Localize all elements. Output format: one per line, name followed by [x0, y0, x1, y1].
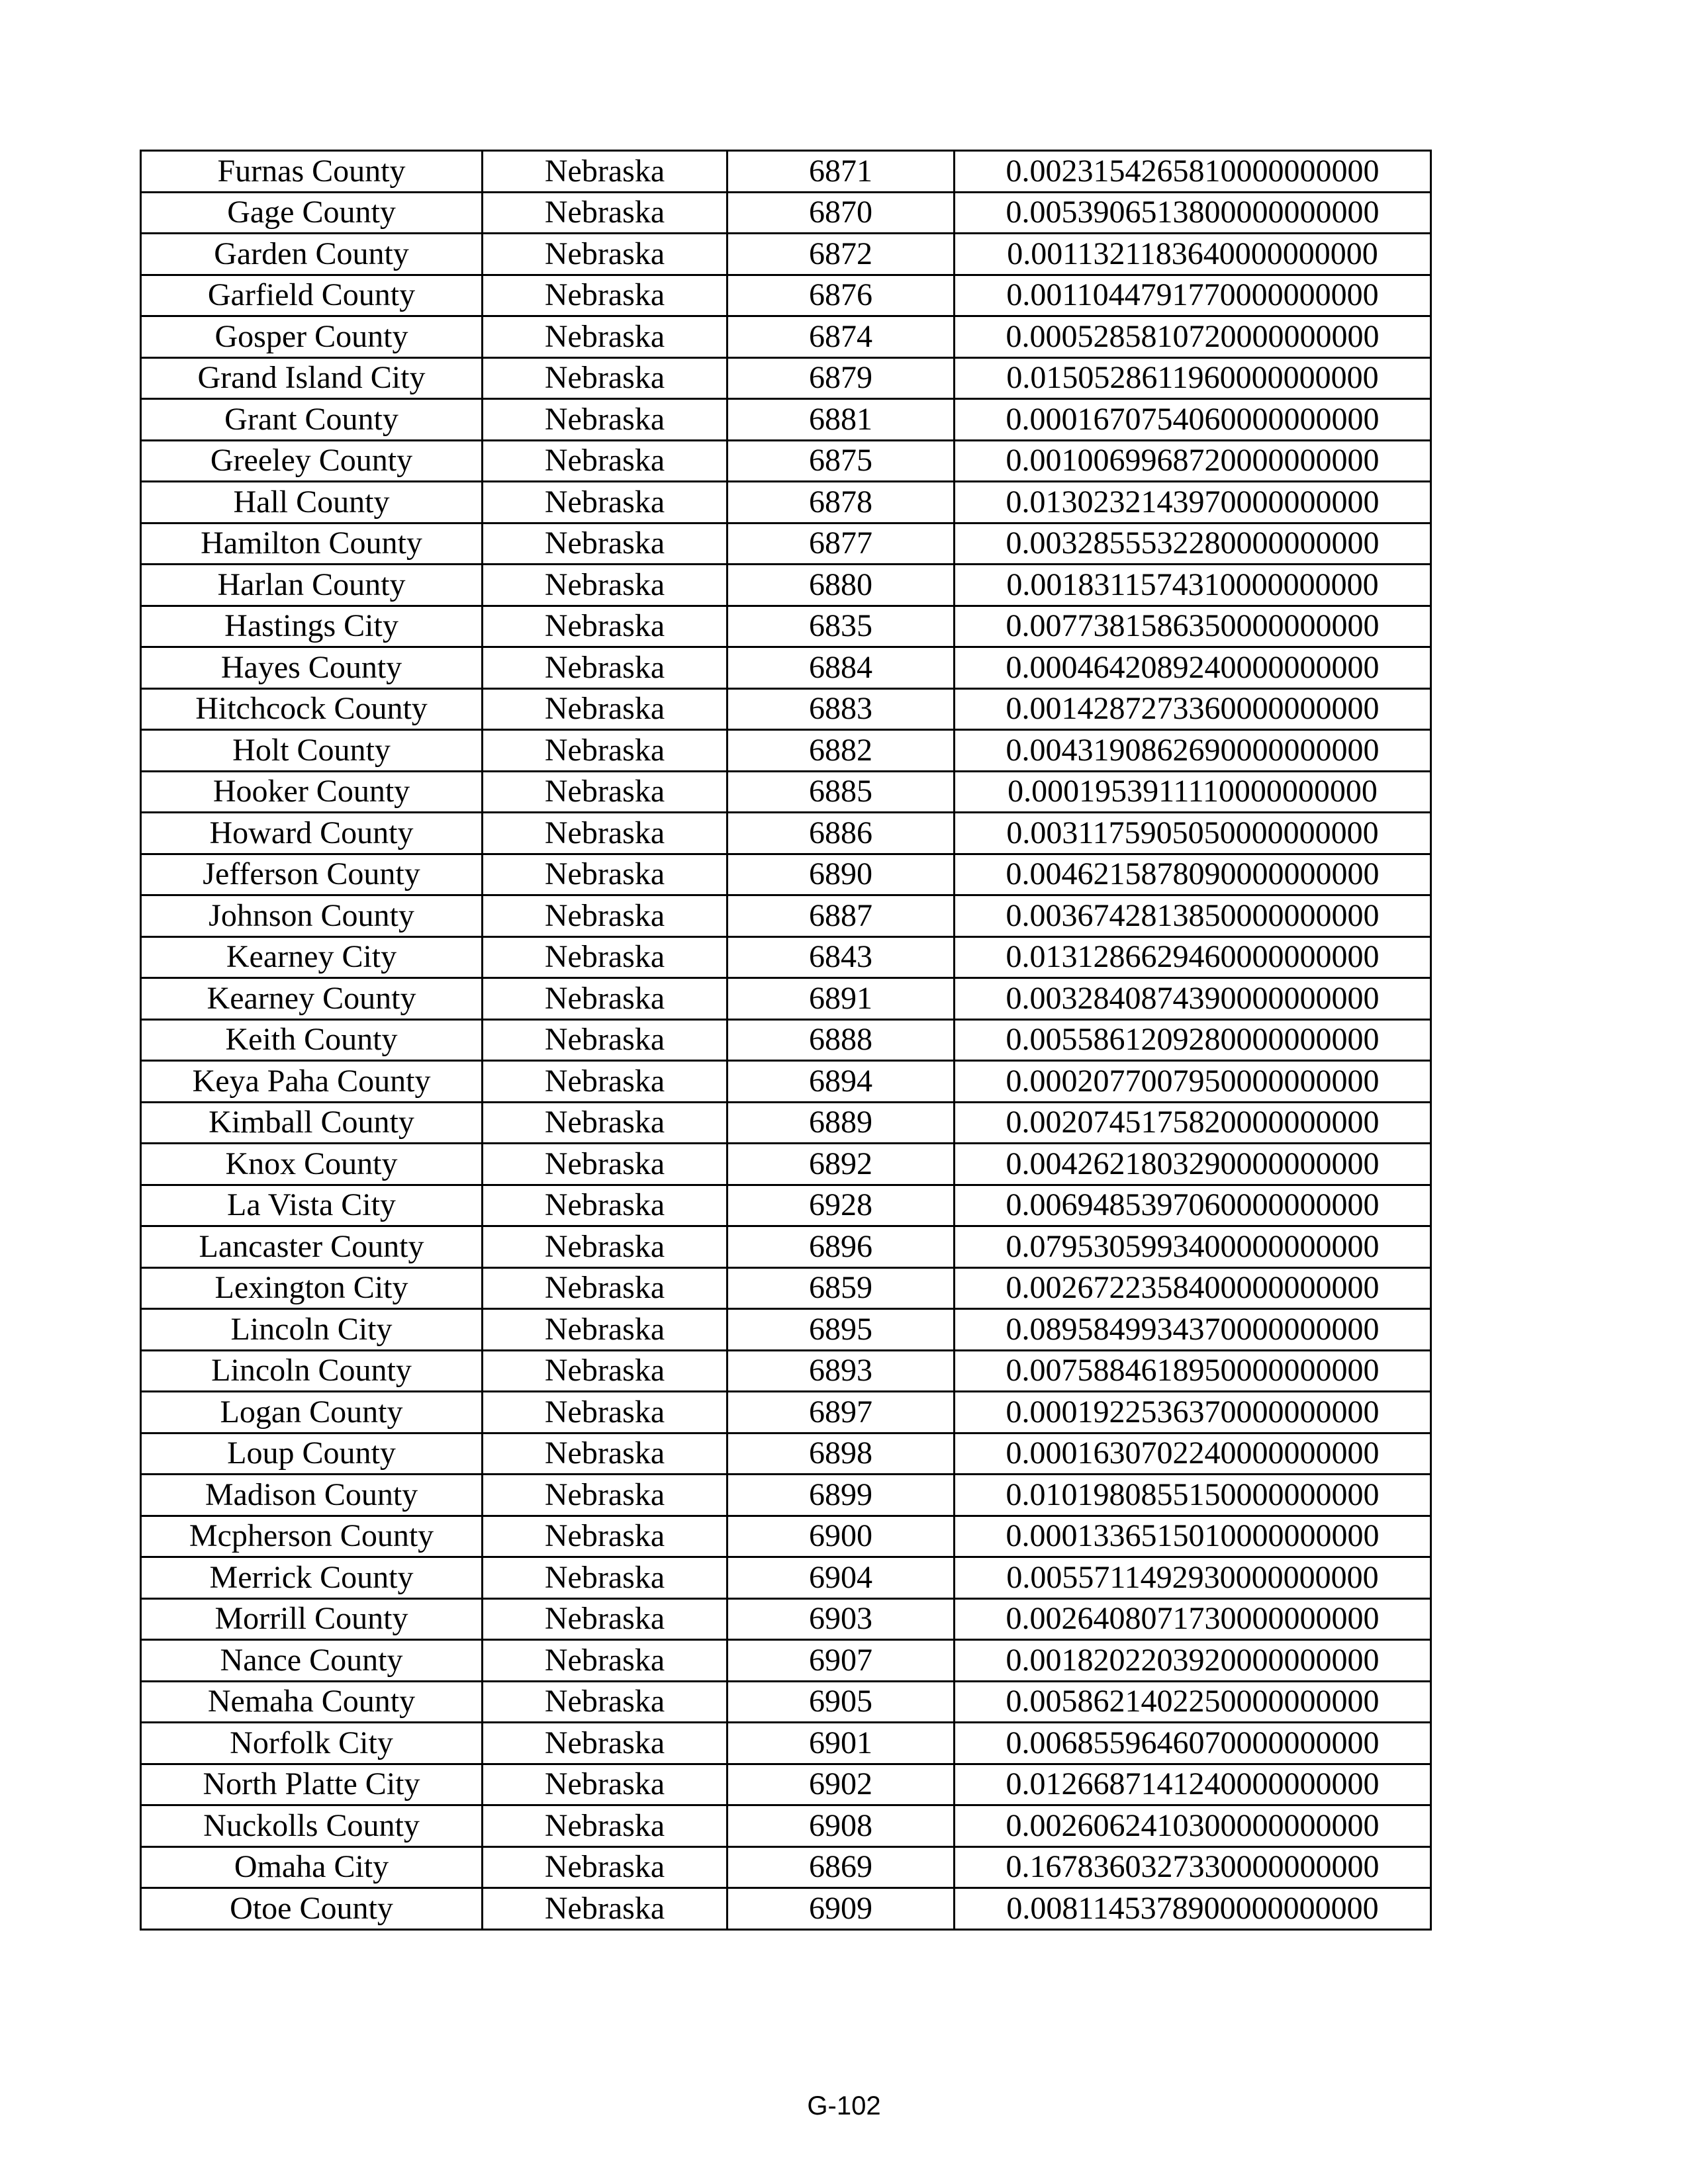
- cell-name: Howard County: [141, 813, 483, 854]
- table-row: [141, 1598, 1431, 1640]
- table-row: [141, 275, 1431, 316]
- cell-name: Lincoln County: [141, 1350, 483, 1392]
- cell-state: Nebraska: [483, 1102, 727, 1144]
- table-row: [141, 936, 1431, 978]
- cell-id: 6880: [727, 565, 955, 606]
- cell-name: Keith County: [141, 1019, 483, 1061]
- cell-name: Knox County: [141, 1144, 483, 1185]
- table-row: [141, 1267, 1431, 1309]
- table-row: [141, 1516, 1431, 1557]
- table-row: [141, 1144, 1431, 1185]
- cell-value: 0.0036742813850000000000: [955, 895, 1431, 937]
- cell-state: Nebraska: [483, 1350, 727, 1392]
- cell-value: 0.0077381586350000000000: [955, 606, 1431, 647]
- table-row: [141, 978, 1431, 1020]
- cell-id: 6904: [727, 1557, 955, 1599]
- cell-state: Nebraska: [483, 1516, 727, 1557]
- cell-id: 6870: [727, 192, 955, 234]
- cell-name: Morrill County: [141, 1598, 483, 1640]
- cell-value: 0.0795305993400000000000: [955, 1226, 1431, 1268]
- cell-id: 6878: [727, 482, 955, 523]
- cell-state: Nebraska: [483, 565, 727, 606]
- table-row: [141, 1888, 1431, 1930]
- cell-id: 6859: [727, 1267, 955, 1309]
- cell-id: 6871: [727, 151, 955, 193]
- cell-value: 0.0002077007950000000000: [955, 1061, 1431, 1103]
- table-row: [141, 1061, 1431, 1103]
- table-row: [141, 1185, 1431, 1226]
- cell-value: 0.0001953911110000000000: [955, 771, 1431, 813]
- cell-value: 0.0150528611960000000000: [955, 357, 1431, 399]
- cell-id: 6874: [727, 316, 955, 358]
- cell-name: Garden County: [141, 234, 483, 275]
- cell-id: 6902: [727, 1764, 955, 1805]
- cell-name: Lancaster County: [141, 1226, 483, 1268]
- cell-name: Grand Island City: [141, 357, 483, 399]
- cell-state: Nebraska: [483, 1267, 727, 1309]
- cell-value: 0.0058621402250000000000: [955, 1681, 1431, 1723]
- cell-id: 6894: [727, 1061, 955, 1103]
- cell-state: Nebraska: [483, 151, 727, 193]
- cell-name: Hamilton County: [141, 523, 483, 565]
- cell-id: 6903: [727, 1598, 955, 1640]
- table-row: [141, 1392, 1431, 1433]
- cell-value: 0.0055861209280000000000: [955, 1019, 1431, 1061]
- cell-state: Nebraska: [483, 978, 727, 1020]
- cell-state: Nebraska: [483, 1888, 727, 1930]
- cell-id: 6876: [727, 275, 955, 316]
- cell-state: Nebraska: [483, 1226, 727, 1268]
- table-row: [141, 357, 1431, 399]
- cell-state: Nebraska: [483, 192, 727, 234]
- cell-name: Kimball County: [141, 1102, 483, 1144]
- cell-value: 0.0020745175820000000000: [955, 1102, 1431, 1144]
- table-row: [141, 1433, 1431, 1475]
- cell-value: 0.0001336515010000000000: [955, 1516, 1431, 1557]
- cell-value: 0.0001670754060000000000: [955, 399, 1431, 441]
- cell-id: 6908: [727, 1805, 955, 1847]
- cell-state: Nebraska: [483, 1433, 727, 1475]
- cell-state: Nebraska: [483, 316, 727, 358]
- cell-value: 0.0046215878090000000000: [955, 854, 1431, 895]
- cell-name: Kearney City: [141, 936, 483, 978]
- cell-state: Nebraska: [483, 854, 727, 895]
- cell-name: Loup County: [141, 1433, 483, 1475]
- cell-id: 6883: [727, 688, 955, 730]
- cell-state: Nebraska: [483, 688, 727, 730]
- cell-state: Nebraska: [483, 1061, 727, 1103]
- cell-id: 6888: [727, 1019, 955, 1061]
- cell-name: Hastings City: [141, 606, 483, 647]
- table-row: [141, 192, 1431, 234]
- table-row: [141, 647, 1431, 689]
- cell-value: 0.0026062410300000000000: [955, 1805, 1431, 1847]
- cell-name: Madison County: [141, 1475, 483, 1516]
- cell-value: 0.0014287273360000000000: [955, 688, 1431, 730]
- cell-id: 6835: [727, 606, 955, 647]
- table-row: [141, 1350, 1431, 1392]
- cell-state: Nebraska: [483, 275, 727, 316]
- cell-id: 6899: [727, 1475, 955, 1516]
- table-row: [141, 1681, 1431, 1723]
- cell-value: 0.0005285810720000000000: [955, 316, 1431, 358]
- cell-value: 0.0130232143970000000000: [955, 482, 1431, 523]
- table-row: [141, 1475, 1431, 1516]
- cell-value: 0.0043190862690000000000: [955, 730, 1431, 772]
- cell-state: Nebraska: [483, 936, 727, 978]
- cell-name: Norfolk City: [141, 1723, 483, 1764]
- cell-value: 0.0018202203920000000000: [955, 1640, 1431, 1682]
- cell-name: Omaha City: [141, 1846, 483, 1888]
- cell-id: 6901: [727, 1723, 955, 1764]
- cell-name: Holt County: [141, 730, 483, 772]
- cell-name: Nuckolls County: [141, 1805, 483, 1847]
- cell-state: Nebraska: [483, 1805, 727, 1847]
- cell-name: Jefferson County: [141, 854, 483, 895]
- table-row: [141, 813, 1431, 854]
- cell-value: 0.0032840874390000000000: [955, 978, 1431, 1020]
- table-row: [141, 523, 1431, 565]
- table-row: [141, 895, 1431, 937]
- cell-id: 6893: [727, 1350, 955, 1392]
- cell-value: 0.0001922536370000000000: [955, 1392, 1431, 1433]
- table-row: [141, 1764, 1431, 1805]
- cell-value: 0.0895849934370000000000: [955, 1309, 1431, 1351]
- cell-value: 0.0001630702240000000000: [955, 1433, 1431, 1475]
- cell-id: 6905: [727, 1681, 955, 1723]
- cell-id: 6909: [727, 1888, 955, 1930]
- cell-state: Nebraska: [483, 1764, 727, 1805]
- cell-name: Garfield County: [141, 275, 483, 316]
- table-row: [141, 482, 1431, 523]
- cell-name: Grant County: [141, 399, 483, 441]
- cell-value: 0.0032855532280000000000: [955, 523, 1431, 565]
- table-row: [141, 151, 1431, 193]
- cell-id: 6897: [727, 1392, 955, 1433]
- cell-state: Nebraska: [483, 1019, 727, 1061]
- cell-value: 0.0010069968720000000000: [955, 440, 1431, 482]
- table-row: [141, 1102, 1431, 1144]
- cell-state: Nebraska: [483, 647, 727, 689]
- cell-state: Nebraska: [483, 606, 727, 647]
- cell-value: 0.0126687141240000000000: [955, 1764, 1431, 1805]
- cell-name: Gosper County: [141, 316, 483, 358]
- table-row: [141, 234, 1431, 275]
- cell-value: 0.0011044791770000000000: [955, 275, 1431, 316]
- table-row: [141, 1805, 1431, 1847]
- cell-value: 0.0068559646070000000000: [955, 1723, 1431, 1764]
- cell-state: Nebraska: [483, 1557, 727, 1599]
- cell-name: Hall County: [141, 482, 483, 523]
- cell-state: Nebraska: [483, 1475, 727, 1516]
- cell-id: 6886: [727, 813, 955, 854]
- cell-name: North Platte City: [141, 1764, 483, 1805]
- allocation-table: [140, 150, 1432, 1931]
- cell-state: Nebraska: [483, 1309, 727, 1351]
- cell-value: 0.1678360327330000000000: [955, 1846, 1431, 1888]
- table-row: [141, 1846, 1431, 1888]
- cell-state: Nebraska: [483, 1144, 727, 1185]
- cell-state: Nebraska: [483, 1846, 727, 1888]
- cell-name: Hitchcock County: [141, 688, 483, 730]
- table-row: [141, 565, 1431, 606]
- table-row: [141, 688, 1431, 730]
- cell-name: Gage County: [141, 192, 483, 234]
- cell-name: La Vista City: [141, 1185, 483, 1226]
- cell-value: 0.0018311574310000000000: [955, 565, 1431, 606]
- cell-id: 6928: [727, 1185, 955, 1226]
- cell-state: Nebraska: [483, 1681, 727, 1723]
- cell-name: Greeley County: [141, 440, 483, 482]
- cell-name: Otoe County: [141, 1888, 483, 1930]
- cell-state: Nebraska: [483, 482, 727, 523]
- cell-name: Logan County: [141, 1392, 483, 1433]
- cell-name: Merrick County: [141, 1557, 483, 1599]
- table-row: [141, 1309, 1431, 1351]
- cell-value: 0.0004642089240000000000: [955, 647, 1431, 689]
- table-row: [141, 399, 1431, 441]
- cell-id: 6877: [727, 523, 955, 565]
- cell-name: Johnson County: [141, 895, 483, 937]
- cell-value: 0.0053906513800000000000: [955, 192, 1431, 234]
- cell-value: 0.0131286629460000000000: [955, 936, 1431, 978]
- table-body: [141, 151, 1431, 1930]
- cell-id: 6882: [727, 730, 955, 772]
- cell-state: Nebraska: [483, 813, 727, 854]
- table-row: [141, 730, 1431, 772]
- cell-state: Nebraska: [483, 234, 727, 275]
- cell-value: 0.0055711492930000000000: [955, 1557, 1431, 1599]
- table-row: [141, 1557, 1431, 1599]
- cell-state: Nebraska: [483, 1723, 727, 1764]
- table-row: [141, 1723, 1431, 1764]
- cell-id: 6884: [727, 647, 955, 689]
- cell-name: Nance County: [141, 1640, 483, 1682]
- cell-state: Nebraska: [483, 440, 727, 482]
- cell-id: 6879: [727, 357, 955, 399]
- cell-state: Nebraska: [483, 771, 727, 813]
- cell-state: Nebraska: [483, 523, 727, 565]
- cell-id: 6843: [727, 936, 955, 978]
- cell-name: Lincoln City: [141, 1309, 483, 1351]
- cell-id: 6887: [727, 895, 955, 937]
- table-row: [141, 1640, 1431, 1682]
- cell-id: 6898: [727, 1433, 955, 1475]
- cell-id: 6872: [727, 234, 955, 275]
- cell-value: 0.0075884618950000000000: [955, 1350, 1431, 1392]
- cell-id: 6881: [727, 399, 955, 441]
- page-number: G-102: [807, 2091, 881, 2120]
- cell-name: Kearney County: [141, 978, 483, 1020]
- cell-id: 6891: [727, 978, 955, 1020]
- cell-value: 0.0081145378900000000000: [955, 1888, 1431, 1930]
- cell-state: Nebraska: [483, 357, 727, 399]
- cell-id: 6907: [727, 1640, 955, 1682]
- cell-id: 6895: [727, 1309, 955, 1351]
- cell-id: 6869: [727, 1846, 955, 1888]
- table-row: [141, 316, 1431, 358]
- cell-value: 0.0011321183640000000000: [955, 234, 1431, 275]
- cell-id: 6885: [727, 771, 955, 813]
- cell-id: 6900: [727, 1516, 955, 1557]
- table-row: [141, 440, 1431, 482]
- cell-name: Nemaha County: [141, 1681, 483, 1723]
- cell-value: 0.0026408071730000000000: [955, 1598, 1431, 1640]
- cell-id: 6896: [727, 1226, 955, 1268]
- cell-name: Lexington City: [141, 1267, 483, 1309]
- cell-name: Mcpherson County: [141, 1516, 483, 1557]
- cell-value: 0.0031175905050000000000: [955, 813, 1431, 854]
- cell-id: 6875: [727, 440, 955, 482]
- cell-name: Harlan County: [141, 565, 483, 606]
- cell-id: 6890: [727, 854, 955, 895]
- cell-state: Nebraska: [483, 1598, 727, 1640]
- cell-state: Nebraska: [483, 1640, 727, 1682]
- cell-name: Hooker County: [141, 771, 483, 813]
- cell-state: Nebraska: [483, 399, 727, 441]
- cell-value: 0.0069485397060000000000: [955, 1185, 1431, 1226]
- table-row: [141, 1226, 1431, 1268]
- cell-state: Nebraska: [483, 1185, 727, 1226]
- cell-value: 0.0101980855150000000000: [955, 1475, 1431, 1516]
- cell-state: Nebraska: [483, 730, 727, 772]
- table-row: [141, 1019, 1431, 1061]
- table-row: [141, 854, 1431, 895]
- cell-state: Nebraska: [483, 1392, 727, 1433]
- cell-name: Furnas County: [141, 151, 483, 193]
- cell-value: 0.0026722358400000000000: [955, 1267, 1431, 1309]
- cell-value: 0.0042621803290000000000: [955, 1144, 1431, 1185]
- cell-state: Nebraska: [483, 895, 727, 937]
- cell-value: 0.0023154265810000000000: [955, 151, 1431, 193]
- cell-name: Keya Paha County: [141, 1061, 483, 1103]
- cell-name: Hayes County: [141, 647, 483, 689]
- cell-id: 6889: [727, 1102, 955, 1144]
- table-row: [141, 606, 1431, 647]
- cell-id: 6892: [727, 1144, 955, 1185]
- table-row: [141, 771, 1431, 813]
